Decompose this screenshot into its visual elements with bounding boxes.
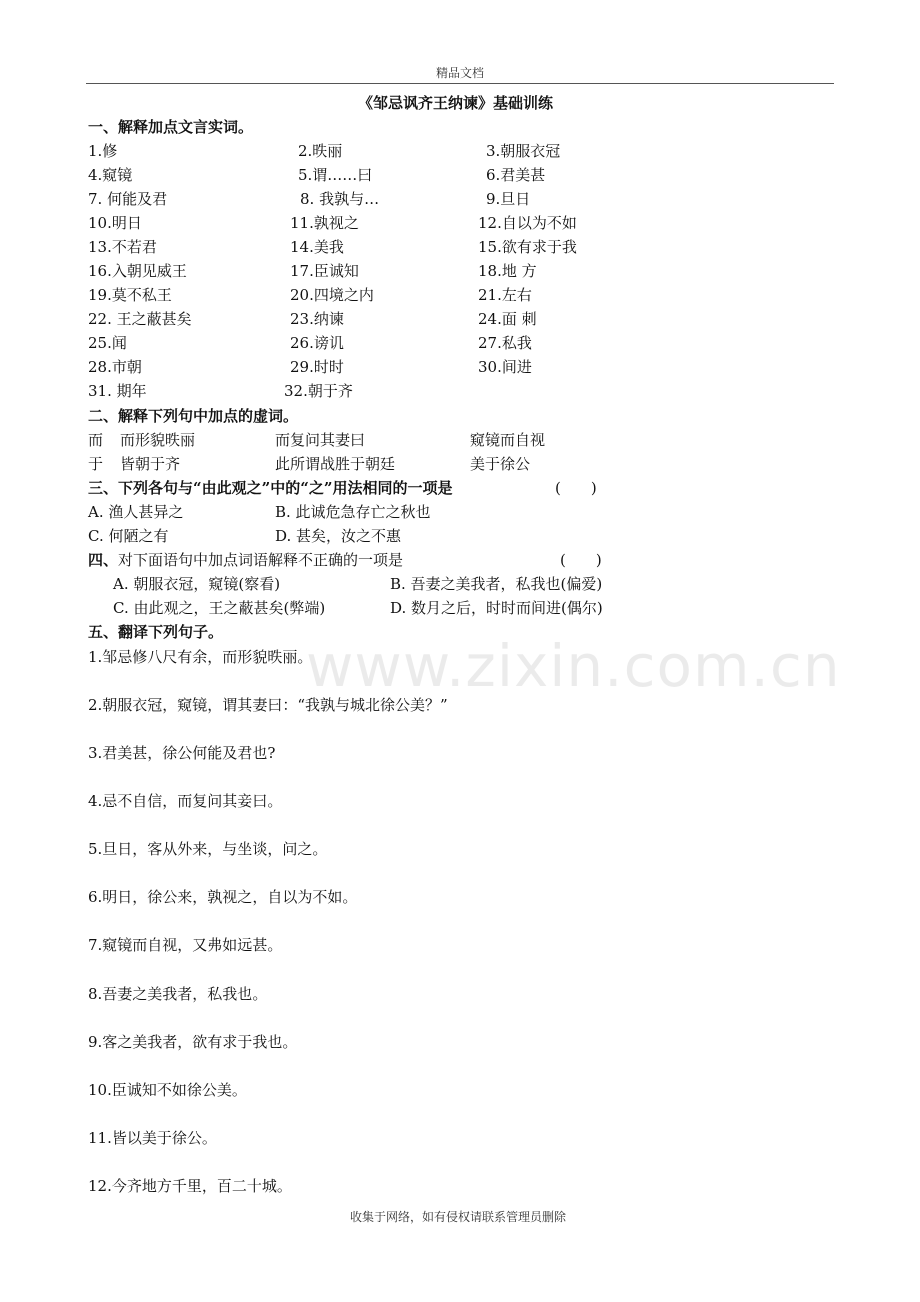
vocab-item: 32.朝于齐 <box>284 382 353 400</box>
option-d: D. 数月之后，时时而间进(偶尔) <box>390 599 603 617</box>
option-c: C. 由此观之，王之蔽甚矣(弊端) <box>113 599 326 617</box>
translation-item: 6.明日，徐公来，孰视之，自以为不如。 <box>88 888 358 906</box>
vocab-item: 24.面 刺 <box>478 310 537 328</box>
section-2-heading: 二、解释下列句中加点的虚词。 <box>88 407 299 425</box>
translation-item: 5.旦日，客从外来，与坐谈，问之。 <box>88 840 328 858</box>
translation-item: 2.朝服衣冠，窥镜，谓其妻曰：“我孰与城北徐公美？” <box>88 696 448 714</box>
vocab-item: 1.修 <box>88 142 118 160</box>
translation-item: 3.君美甚，徐公何能及君也? <box>88 744 276 762</box>
vocab-item: 13.不若君 <box>88 238 157 256</box>
vocab-item: 18.地 方 <box>478 262 537 280</box>
section-5-heading: 五、翻译下列句子。 <box>88 623 224 641</box>
translation-item: 11.皆以美于徐公。 <box>88 1129 217 1147</box>
translation-item: 9.客之美我者，欲有求于我也。 <box>88 1033 298 1051</box>
example-sentence: 皆朝于齐 <box>120 455 181 473</box>
answer-bracket: ( ) <box>560 551 602 569</box>
option-a: A. 朝服衣冠，窥镜(察看) <box>113 575 281 593</box>
page-footer: 收集于网络，如有侵权请联系管理员删除 <box>350 1210 567 1224</box>
vocab-item: 27.私我 <box>478 334 532 352</box>
vocab-item: 29.时时 <box>290 358 344 376</box>
watermark: www.zixin.com.cn <box>306 632 841 700</box>
vocab-item: 30.间进 <box>478 358 532 376</box>
translation-item: 1.邹忌修八尺有余，而形貌昳丽。 <box>88 648 313 666</box>
vocab-item: 21.左右 <box>478 286 532 304</box>
vocab-item: 15.欲有求于我 <box>478 238 577 256</box>
example-sentence: 美于徐公 <box>470 455 531 473</box>
vocab-item: 20.四境之内 <box>290 286 374 304</box>
translation-item: 4.忌不自信，而复问其妾曰。 <box>88 792 283 810</box>
vocab-item: 11.孰视之 <box>290 214 359 232</box>
vocab-item: 7. 何能及君 <box>88 190 168 208</box>
section-4-heading-text: 对下面语句中加点词语解释不正确的一项是 <box>118 551 404 569</box>
vocab-item: 22. 王之蔽甚矣 <box>88 310 192 328</box>
vocab-item: 10.明日 <box>88 214 142 232</box>
function-word: 而 <box>88 431 104 449</box>
translation-item: 7.窥镜而自视，又弗如远甚。 <box>88 936 283 954</box>
vocab-item: 26.谤讥 <box>290 334 344 352</box>
option-b: B. 吾妻之美我者，私我也(偏爱) <box>390 575 603 593</box>
translation-item: 8.吾妻之美我者，私我也。 <box>88 985 268 1003</box>
vocab-item: 12.自以为不如 <box>478 214 577 232</box>
vocab-item: 19.莫不私王 <box>88 286 172 304</box>
option-c: C. 何陋之有 <box>88 527 169 545</box>
vocab-item: 6.君美甚 <box>486 166 546 184</box>
vocab-item: 17.臣诚知 <box>290 262 359 280</box>
page-header: 精品文档 <box>436 66 485 80</box>
vocab-item: 31. 期年 <box>88 382 147 400</box>
option-a: A. 渔人甚异之 <box>88 503 184 521</box>
example-sentence: 而复问其妻曰 <box>275 431 366 449</box>
vocab-item: 16.入朝见威王 <box>88 262 187 280</box>
vocab-item: 5.谓……曰 <box>298 166 373 184</box>
section-4-number: 四、 <box>88 551 119 569</box>
vocab-item: 14.美我 <box>290 238 344 256</box>
example-sentence: 此所谓战胜于朝廷 <box>275 455 396 473</box>
vocab-item: 25.闻 <box>88 334 127 352</box>
document-title: 《邹忌讽齐王纳谏》基础训练 <box>358 94 554 112</box>
function-word: 于 <box>88 455 104 473</box>
vocab-item: 8. 我孰与… <box>300 190 380 208</box>
section-3-heading: 三、下列各句与“由此观之”中的“之”用法相同的一项是 <box>88 479 453 497</box>
option-b: B. 此诚危急存亡之秋也 <box>275 503 431 521</box>
option-d: D. 甚矣，汝之不惠 <box>275 527 402 545</box>
section-1-heading: 一、解释加点文言实词。 <box>88 118 254 136</box>
translation-item: 10.臣诚知不如徐公美。 <box>88 1081 247 1099</box>
example-sentence: 而形貌昳丽 <box>120 431 196 449</box>
vocab-item: 4.窥镜 <box>88 166 133 184</box>
vocab-item: 23.纳谏 <box>290 310 344 328</box>
translation-item: 12.今齐地方千里，百二十城。 <box>88 1177 292 1195</box>
answer-bracket: ( ) <box>555 479 597 497</box>
vocab-item: 2.昳丽 <box>298 142 343 160</box>
vocab-item: 9.旦日 <box>486 190 531 208</box>
vocab-item: 3.朝服衣冠 <box>486 142 561 160</box>
section-4-heading <box>88 549 403 570</box>
vocab-item: 28.市朝 <box>88 358 142 376</box>
example-sentence: 窥镜而自视 <box>470 431 546 449</box>
header-rule <box>86 83 834 84</box>
